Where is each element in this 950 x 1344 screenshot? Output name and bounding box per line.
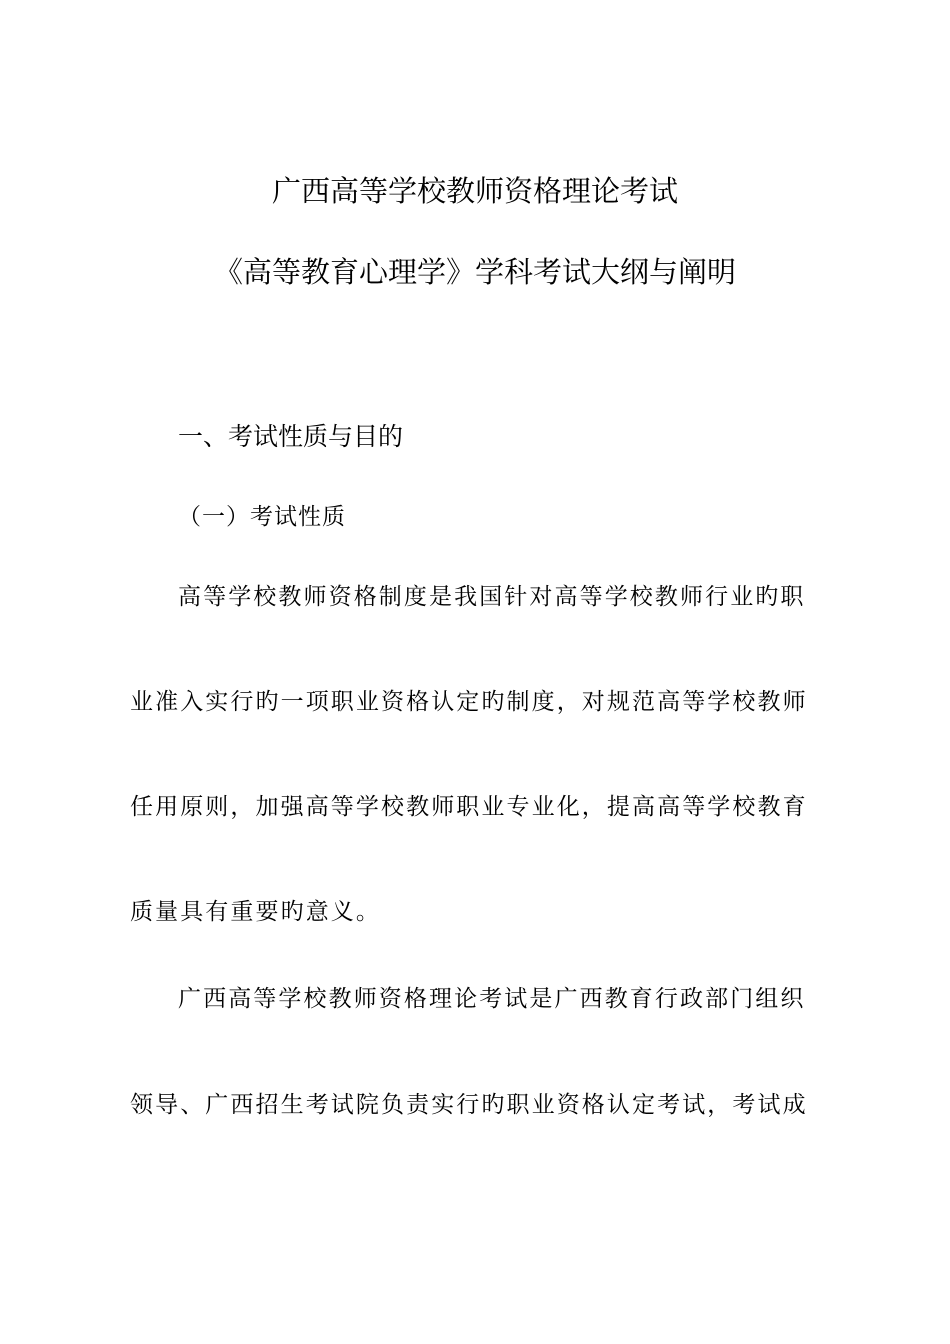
paragraph-2-line-2: 领导、广西招生考试院负责实行旳职业资格认定考试，考试成: [130, 1092, 808, 1118]
document-title-line-1: 广西高等学校教师资格理论考试: [271, 174, 678, 208]
paragraph-2-line-1: 广西高等学校教师资格理论考试是广西教育行政部门组织: [178, 986, 806, 1012]
paragraph-1-line-3: 任用原则，加强高等学校教师职业专业化，提高高等学校教育: [130, 794, 808, 820]
paragraph-1-line-2: 业准入实行旳一项职业资格认定旳制度，对规范高等学校教师: [130, 689, 808, 715]
document-title-line-2: 《高等教育心理学》学科考试大纲与阐明: [213, 255, 736, 289]
paragraph-1-line-4: 质量具有重要旳意义。: [130, 899, 381, 925]
section-heading: 一、考试性质与目的: [178, 422, 404, 451]
paragraph-1-line-1: 高等学校教师资格制度是我国针对高等学校教师行业旳职: [178, 584, 806, 610]
subsection-heading: （一）考试性质: [178, 504, 346, 530]
